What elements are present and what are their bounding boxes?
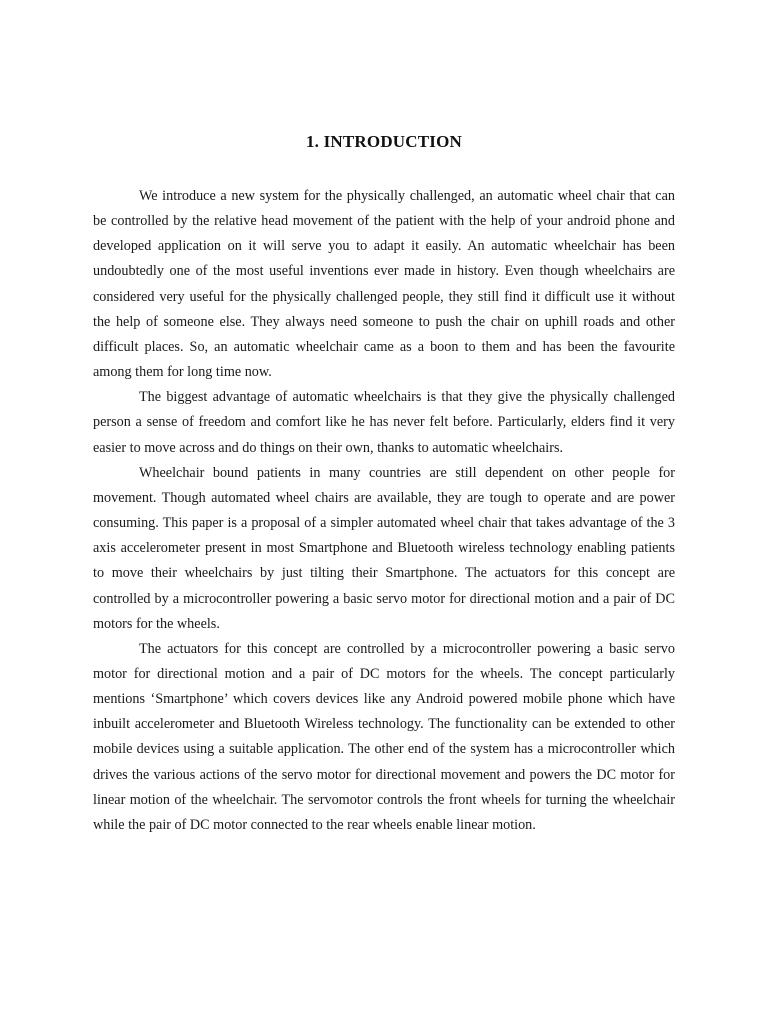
section-heading: 1. INTRODUCTION: [305, 132, 463, 151]
paragraph-4: The actuators for this concept are controlled by a microcontroller powering a basic servo motor for directional motion and a pair of DC motors for the wheels. The concept particularly mentions ‘Smartphone’ which covers devices like any Android powered mobile phone which have inbuilt accelerometer and Bluetooth Wireless technology. The functionality can be extended to other mobile devices using a suitable application. The other end of the system has a microcontroller which drives the various actions of the servo motor for directional movement and powers the DC motor for linear motion of the wheelchair. The servomotor controls the front wheels for turning the wheelchair while the pair of DC motor connected to the rear wheels enable linear motion.: [93, 640, 675, 833]
paragraph-2: The biggest advantage of automatic wheelchairs is that they give the physically challenged person a sense of freedom and comfort like he has never felt before. Particularly, elders find it very easier to move across and do things on their own, thanks to automatic wheelchairs.: [93, 389, 675, 456]
paragraph-3: Wheelchair bound patients in many countries are still dependent on other people for movement. Though automated wheel chairs are available, they are tough to operate and are power consuming. This paper is a proposal of a simpler automated wheel chair that takes advantage of the 3 axis accelerometer present in most Smartphone and Bluetooth wireless technology enabling patients to move their wheelchairs by just tilting their Smartphone. The actuators for this concept are controlled by a microcontroller powering a basic servo motor for directional motion and a pair of DC motors for the wheels.: [93, 464, 675, 632]
body-text: [93, 184, 675, 838]
paragraph-1: We introduce a new system for the physically challenged, an automatic wheel chair that can be controlled by the relative head movement of the patient with the help of your android phone and developed application on it will serve you to adapt it easily. An automatic wheelchair has been undoubtedly one of the most useful inventions ever made in history. Even though wheelchairs are considered very useful for the physically challenged people, they still find it difficult use it without the help of someone else. They always need someone to push the chair on uphill roads and other difficult places. So, an automatic wheelchair came as a boon to them and has been the favourite among them for long time now.: [93, 188, 675, 381]
